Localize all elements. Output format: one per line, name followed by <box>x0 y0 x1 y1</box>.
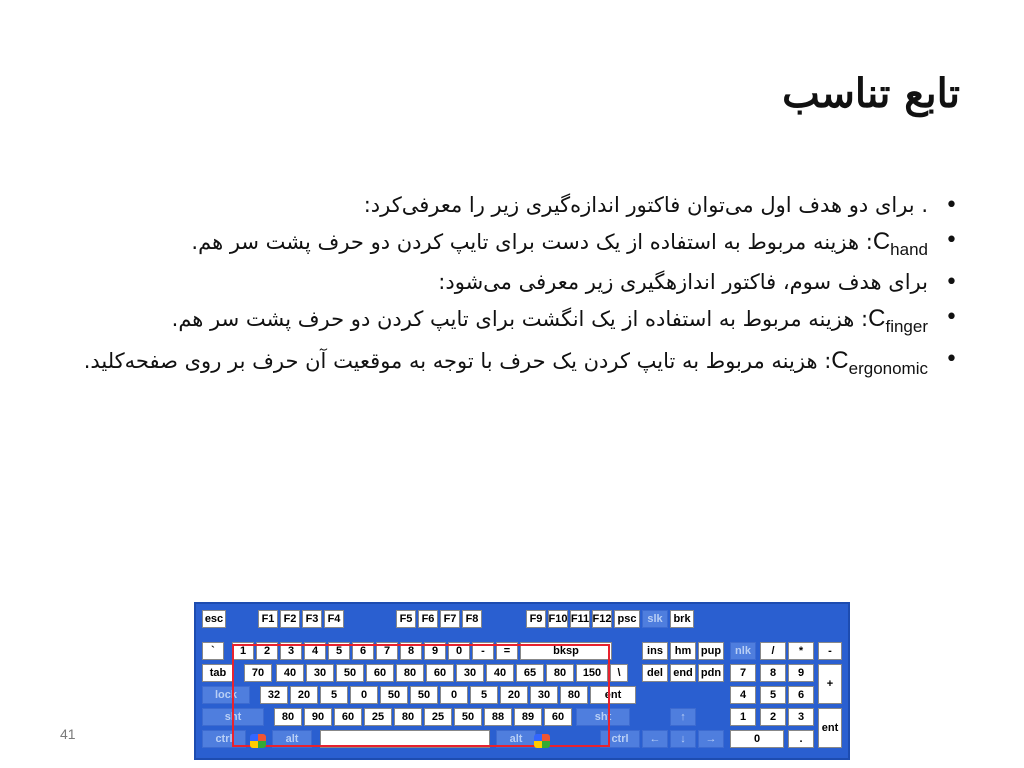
keyboard-key: → <box>698 730 724 748</box>
keyboard-key: 32 <box>260 686 288 704</box>
keyboard-key: pup <box>698 642 724 660</box>
keyboard-key: 8 <box>760 664 786 682</box>
keyboard-key: 50 <box>380 686 408 704</box>
keyboard-key: 80 <box>274 708 302 726</box>
keyboard-key: \ <box>610 664 628 682</box>
keyboard-key: F10 <box>548 610 568 628</box>
bullet-dot: • <box>945 193 958 218</box>
highlight-frame <box>232 644 610 747</box>
keyboard-key: 6 <box>352 642 374 660</box>
keyboard-key: F9 <box>526 610 546 628</box>
keyboard-key: 5 <box>760 686 786 704</box>
keyboard-key: esc <box>202 610 226 628</box>
keyboard-key: F5 <box>396 610 416 628</box>
keyboard-key: 20 <box>290 686 318 704</box>
keyboard-key: 0 <box>448 642 470 660</box>
cost-subscript: ergonomic <box>848 358 928 378</box>
keyboard-key: / <box>760 642 786 660</box>
bullet-dot: • <box>945 346 958 372</box>
keyboard-key: ↑ <box>670 708 696 726</box>
keyboard-key: 7 <box>730 664 756 682</box>
keyboard-key: . <box>788 730 814 748</box>
windows-logo-icon <box>534 734 550 748</box>
slide-number: 41 <box>60 726 76 742</box>
bullet-dot: • <box>945 304 958 330</box>
keyboard-key: 40 <box>486 664 514 682</box>
keyboard-key: 60 <box>366 664 394 682</box>
keyboard-key: nlk <box>730 642 756 660</box>
keyboard-key: F3 <box>302 610 322 628</box>
keyboard-key: 1 <box>730 708 756 726</box>
keyboard-key: 9 <box>424 642 446 660</box>
keyboard-key: 30 <box>306 664 334 682</box>
keyboard-key: 80 <box>560 686 588 704</box>
keyboard-key: end <box>670 664 696 682</box>
keyboard-key: ins <box>642 642 668 660</box>
bullet-dot: • <box>945 228 958 254</box>
keyboard-key: 2 <box>256 642 278 660</box>
keyboard-key: + <box>818 664 842 704</box>
keyboard-key: 8 <box>400 642 422 660</box>
keyboard-key: lock <box>202 686 250 704</box>
cost-symbol: $C_{finger}$ <box>868 304 928 336</box>
keyboard-key: 70 <box>244 664 272 682</box>
keyboard-key: F4 <box>324 610 344 628</box>
bullet-text: : هزینه مربوط به استفاده از یک انگشت برای تایپ کردن دو حرف پشت سر هم. <box>171 306 869 331</box>
cost-symbol: $C_{hand}$ <box>872 228 928 259</box>
cost-subscript: hand <box>890 239 928 259</box>
bullet-item <box>78 304 958 337</box>
keyboard-key: F11 <box>570 610 590 628</box>
bullet-dot: • <box>945 269 958 295</box>
bullet-item <box>78 227 958 260</box>
keyboard-key: F8 <box>462 610 482 628</box>
keyboard-key: 150 <box>576 664 608 682</box>
keyboard-key: 1 <box>232 642 254 660</box>
keyboard-key: 6 <box>788 686 814 704</box>
keyboard-key: 50 <box>336 664 364 682</box>
keyboard-key: F12 <box>592 610 612 628</box>
keyboard-key: sht <box>576 708 630 726</box>
keyboard-key: 88 <box>484 708 512 726</box>
keyboard-key: F2 <box>280 610 300 628</box>
keyboard-key: 9 <box>788 664 814 682</box>
bullet-text: برای هدف سوم، فاکتور اندازهگیری زیر معرفی می‌شود: <box>438 269 928 294</box>
keyboard-key: 60 <box>544 708 572 726</box>
keyboard-key: 7 <box>376 642 398 660</box>
keyboard-key: 80 <box>396 664 424 682</box>
keyboard-key: 30 <box>456 664 484 682</box>
keyboard-key: 5 <box>470 686 498 704</box>
keyboard-key: brk <box>670 610 694 628</box>
keyboard-key: 40 <box>276 664 304 682</box>
keyboard-key: 3 <box>788 708 814 726</box>
keyboard-key: 60 <box>426 664 454 682</box>
keyboard-key: * <box>788 642 814 660</box>
keyboard-key: slk <box>642 610 668 628</box>
keyboard-key: hm <box>670 642 696 660</box>
keyboard-key: ctrl <box>202 730 246 748</box>
keyboard-key: = <box>496 642 518 660</box>
cost-symbol: $C_{ergonomic}$ <box>831 346 928 378</box>
keyboard-key: 89 <box>514 708 542 726</box>
keyboard-key: ctrl <box>600 730 640 748</box>
keyboard-key: 80 <box>546 664 574 682</box>
windows-logo-icon <box>250 734 266 748</box>
keyboard-key: 4 <box>304 642 326 660</box>
cost-subscript: finger <box>885 316 928 336</box>
keyboard-key: 0 <box>350 686 378 704</box>
keyboard-key: 50 <box>454 708 482 726</box>
keyboard-key: 5 <box>328 642 350 660</box>
keyboard-key: 0 <box>730 730 784 748</box>
keyboard-key: F7 <box>440 610 460 628</box>
keyboard-key: 3 <box>280 642 302 660</box>
keyboard-key: pdn <box>698 664 724 682</box>
keyboard-key: 30 <box>530 686 558 704</box>
keyboard-key: - <box>472 642 494 660</box>
keyboard-key: - <box>818 642 842 660</box>
bullet-text: . برای دو هدف اول می‌توان فاکتور اندازه‌گیری زیر را معرفی‌کرد: <box>363 193 928 217</box>
keyboard-key: sht <box>202 708 264 726</box>
keyboard-key: ent <box>818 708 842 748</box>
bullet-item <box>78 346 958 379</box>
keyboard-key: psc <box>614 610 640 628</box>
slide-title: تابع تناسب <box>782 70 960 117</box>
keyboard-key: 65 <box>516 664 544 682</box>
keyboard-key: del <box>642 664 668 682</box>
keyboard-key: bksp <box>520 642 612 660</box>
keyboard-key: alt <box>496 730 536 748</box>
keyboard-diagram <box>194 602 850 760</box>
keyboard-key: ↓ <box>670 730 696 748</box>
keyboard-key: 80 <box>394 708 422 726</box>
keyboard-key: alt <box>272 730 312 748</box>
keyboard-key: tab <box>202 664 234 682</box>
bullet-item <box>78 269 958 295</box>
keyboard-key: 60 <box>334 708 362 726</box>
bullet-text: : هزینه مربوط به تایپ کردن یک حرف با توجه به موقعیت آن حرف بر روی صفحه‌کلید. <box>83 348 832 373</box>
keyboard-key: F1 <box>258 610 278 628</box>
keyboard-key: 20 <box>500 686 528 704</box>
keyboard-key: 4 <box>730 686 756 704</box>
keyboard-key: 50 <box>410 686 438 704</box>
bullet-item <box>78 192 958 218</box>
keyboard-key: ← <box>642 730 668 748</box>
keyboard-key: 0 <box>440 686 468 704</box>
keyboard-key: ent <box>590 686 636 704</box>
bullet-list <box>78 192 958 388</box>
keyboard-key: 5 <box>320 686 348 704</box>
keyboard-key: 25 <box>364 708 392 726</box>
bullet-text: : هزینه مربوط به استفاده از یک دست برای تایپ کردن دو حرف پشت سر هم. <box>191 230 873 255</box>
keyboard-key: 25 <box>424 708 452 726</box>
keyboard-key: F6 <box>418 610 438 628</box>
keyboard-key: 2 <box>760 708 786 726</box>
keyboard-key: ` <box>202 642 224 660</box>
keyboard-key: 90 <box>304 708 332 726</box>
